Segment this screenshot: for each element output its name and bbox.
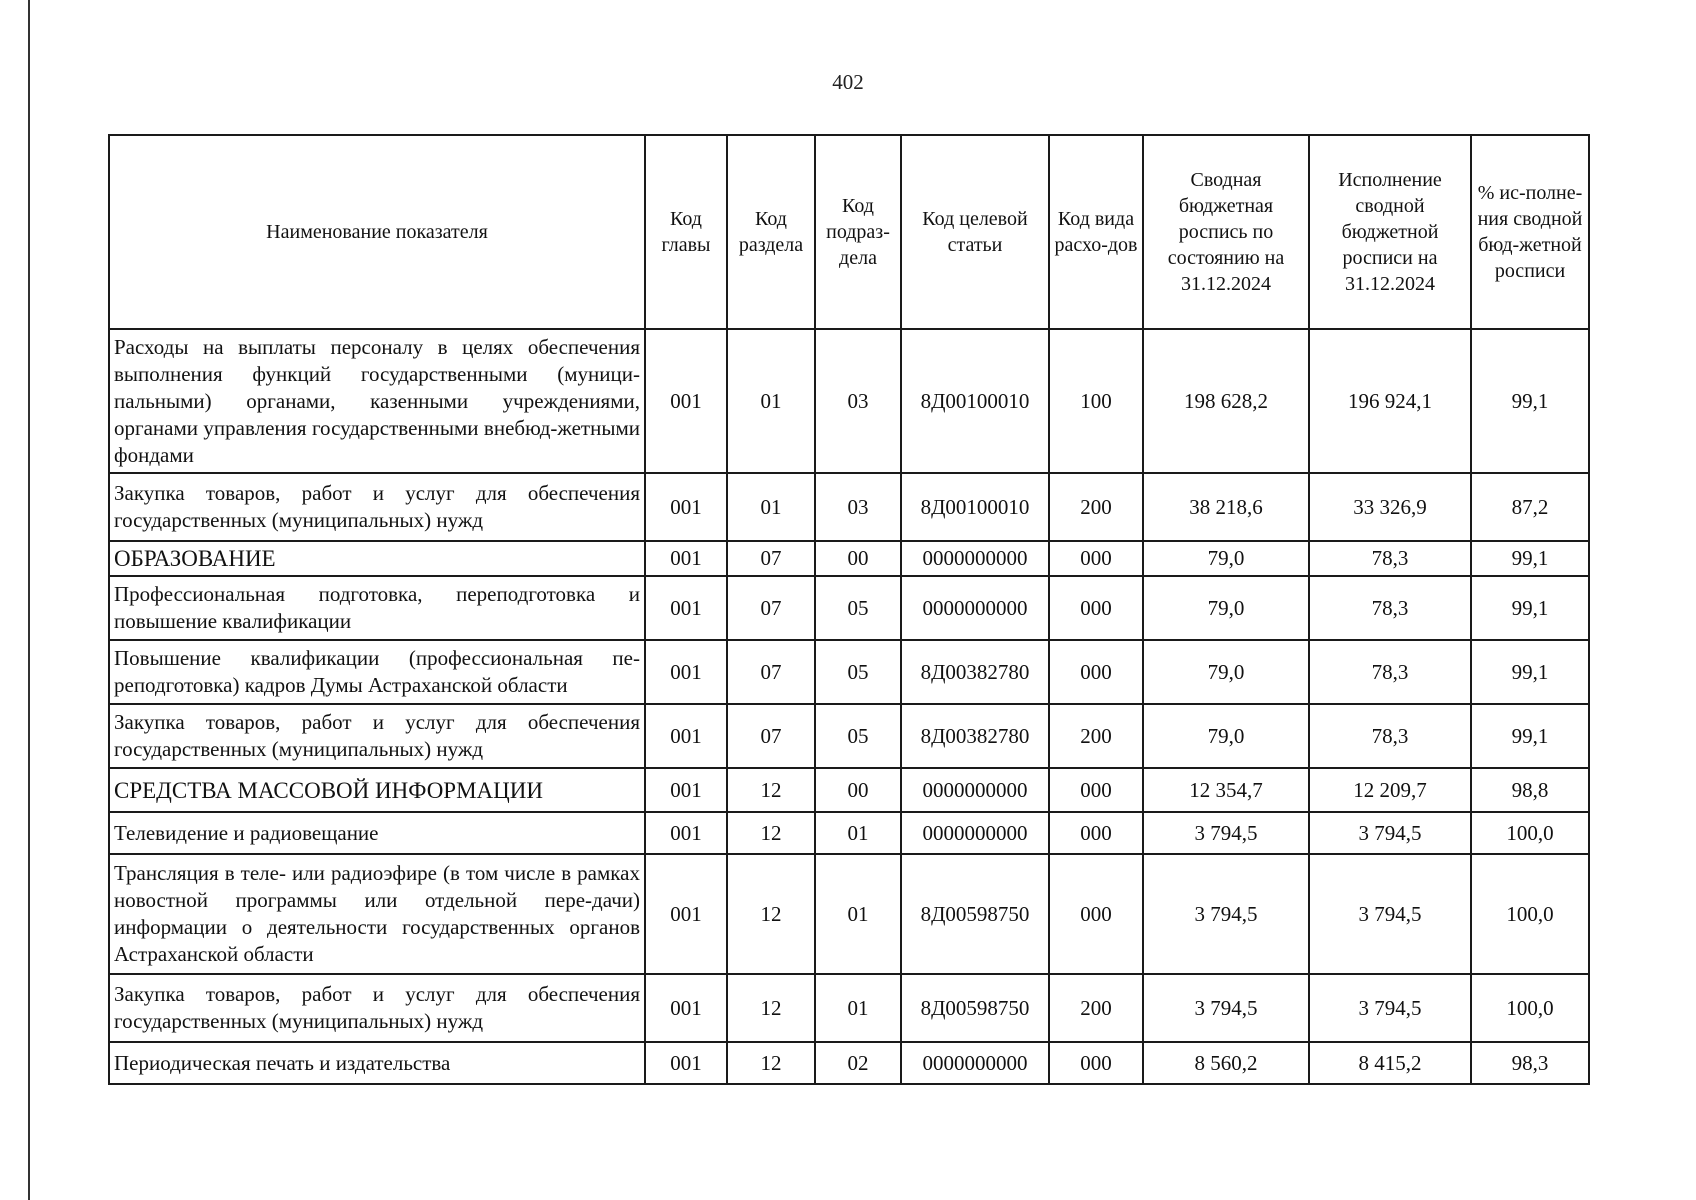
row-target-code: 8Д00598750 — [901, 974, 1049, 1042]
row-budget-execution: 33 326,9 — [1309, 473, 1471, 541]
table-row — [109, 812, 1589, 854]
row-target-code: 0000000000 — [901, 541, 1049, 576]
table-row — [109, 576, 1589, 640]
row-subsection-code: 01 — [815, 854, 901, 974]
row-subsection-code: 02 — [815, 1042, 901, 1084]
row-subsection-code: 01 — [815, 812, 901, 854]
row-budget-plan: 79,0 — [1143, 640, 1309, 704]
row-execution-percent: 98,3 — [1471, 1042, 1589, 1084]
header-budget-execution: Исполнение сводной бюджетной росписи на 31.12.2024 — [1309, 135, 1471, 329]
table-row — [109, 768, 1589, 812]
row-name: Телевидение и радиовещание — [109, 812, 645, 854]
row-budget-plan: 79,0 — [1143, 541, 1309, 576]
row-budget-plan: 38 218,6 — [1143, 473, 1309, 541]
row-chapter-code: 001 — [645, 473, 727, 541]
row-budget-execution: 78,3 — [1309, 640, 1471, 704]
row-chapter-code: 001 — [645, 974, 727, 1042]
row-budget-execution: 78,3 — [1309, 704, 1471, 768]
row-chapter-code: 001 — [645, 329, 727, 473]
row-expense-type-code: 000 — [1049, 812, 1143, 854]
table-row — [109, 473, 1589, 541]
table-row — [109, 854, 1589, 974]
row-target-code: 8Д00382780 — [901, 640, 1049, 704]
row-subsection-code: 01 — [815, 974, 901, 1042]
row-target-code: 0000000000 — [901, 1042, 1049, 1084]
table-body — [109, 329, 1589, 1084]
row-section-code: 07 — [727, 704, 815, 768]
row-section-code: 12 — [727, 854, 815, 974]
row-execution-percent: 99,1 — [1471, 704, 1589, 768]
row-name: Расходы на выплаты персоналу в целях обеспечения выполнения функций государственными (муници-пальными) органами, казенными учреждениями, органами управления государственными внебюд-жетными фондами — [109, 329, 645, 473]
row-execution-percent: 98,8 — [1471, 768, 1589, 812]
row-expense-type-code: 000 — [1049, 768, 1143, 812]
row-chapter-code: 001 — [645, 576, 727, 640]
row-budget-execution: 3 794,5 — [1309, 854, 1471, 974]
row-budget-plan: 198 628,2 — [1143, 329, 1309, 473]
row-budget-plan: 12 354,7 — [1143, 768, 1309, 812]
row-section-code: 12 — [727, 768, 815, 812]
row-expense-type-code: 000 — [1049, 576, 1143, 640]
row-target-code: 0000000000 — [901, 576, 1049, 640]
row-section-code: 07 — [727, 541, 815, 576]
row-section-code: 12 — [727, 974, 815, 1042]
page-number: 402 — [832, 70, 864, 94]
table-row — [109, 329, 1589, 473]
row-subsection-code: 05 — [815, 640, 901, 704]
row-target-code: 8Д00382780 — [901, 704, 1049, 768]
table-header — [109, 135, 1589, 329]
row-expense-type-code: 200 — [1049, 704, 1143, 768]
row-name: Трансляция в теле- или радиоэфире (в том числе в рамках новостной программы или отдельной пере-дачи) информации о деятельности государственных органов Астраханской области — [109, 854, 645, 974]
row-subsection-code: 00 — [815, 768, 901, 812]
table-row — [109, 541, 1589, 576]
header-subsection-code: Код подраз-дела — [815, 135, 901, 329]
row-name: Закупка товаров, работ и услуг для обеспечения государственных (муниципальных) нужд — [109, 473, 645, 541]
row-execution-percent: 99,1 — [1471, 576, 1589, 640]
row-expense-type-code: 200 — [1049, 473, 1143, 541]
row-chapter-code: 001 — [645, 541, 727, 576]
row-budget-execution: 3 794,5 — [1309, 974, 1471, 1042]
row-name: Периодическая печать и издательства — [109, 1042, 645, 1084]
row-budget-execution: 78,3 — [1309, 576, 1471, 640]
header-execution-percent: % ис-полне-ния сводной бюд-жетной росписи — [1471, 135, 1589, 329]
row-section-code: 01 — [727, 329, 815, 473]
header-budget-plan: Сводная бюджетная роспись по состоянию на 31.12.2024 — [1143, 135, 1309, 329]
row-budget-plan: 79,0 — [1143, 576, 1309, 640]
row-section-code: 12 — [727, 1042, 815, 1084]
row-chapter-code: 001 — [645, 640, 727, 704]
row-budget-plan: 3 794,5 — [1143, 974, 1309, 1042]
row-execution-percent: 100,0 — [1471, 854, 1589, 974]
row-subsection-code: 00 — [815, 541, 901, 576]
row-chapter-code: 001 — [645, 854, 727, 974]
row-name: Закупка товаров, работ и услуг для обеспечения государственных (муниципальных) нужд — [109, 704, 645, 768]
row-subsection-code: 05 — [815, 576, 901, 640]
header-chapter-code: Код главы — [645, 135, 727, 329]
row-expense-type-code: 200 — [1049, 974, 1143, 1042]
row-chapter-code: 001 — [645, 704, 727, 768]
table-row — [109, 704, 1589, 768]
row-budget-plan: 8 560,2 — [1143, 1042, 1309, 1084]
row-name: ОБРАЗОВАНИЕ — [109, 541, 645, 576]
row-section-code: 12 — [727, 812, 815, 854]
left-margin-rule — [28, 0, 30, 1200]
row-target-code: 0000000000 — [901, 768, 1049, 812]
row-budget-plan: 3 794,5 — [1143, 854, 1309, 974]
row-target-code: 8Д00100010 — [901, 473, 1049, 541]
row-name: Профессиональная подготовка, переподготовка и повышение квалификации — [109, 576, 645, 640]
row-name: Повышение квалификации (профессиональная пе-реподготовка) кадров Думы Астраханской области — [109, 640, 645, 704]
row-target-code: 8Д00598750 — [901, 854, 1049, 974]
row-section-code: 07 — [727, 640, 815, 704]
row-budget-plan: 79,0 — [1143, 704, 1309, 768]
row-expense-type-code: 000 — [1049, 640, 1143, 704]
row-target-code: 0000000000 — [901, 812, 1049, 854]
header-target-code: Код целевой статьи — [901, 135, 1049, 329]
row-name: СРЕДСТВА МАССОВОЙ ИНФОРМАЦИИ — [109, 768, 645, 812]
row-chapter-code: 001 — [645, 1042, 727, 1084]
row-target-code: 8Д00100010 — [901, 329, 1049, 473]
row-budget-execution: 8 415,2 — [1309, 1042, 1471, 1084]
header-section-code: Код раздела — [727, 135, 815, 329]
row-execution-percent: 87,2 — [1471, 473, 1589, 541]
header-row — [109, 135, 1589, 329]
row-execution-percent: 99,1 — [1471, 329, 1589, 473]
row-expense-type-code: 100 — [1049, 329, 1143, 473]
row-budget-execution: 3 794,5 — [1309, 812, 1471, 854]
row-expense-type-code: 000 — [1049, 854, 1143, 974]
row-chapter-code: 001 — [645, 812, 727, 854]
row-subsection-code: 03 — [815, 473, 901, 541]
header-expense-type-code: Код вида расхо-дов — [1049, 135, 1143, 329]
table-row — [109, 974, 1589, 1042]
row-expense-type-code: 000 — [1049, 1042, 1143, 1084]
row-budget-execution: 196 924,1 — [1309, 329, 1471, 473]
row-subsection-code: 03 — [815, 329, 901, 473]
table-row — [109, 1042, 1589, 1084]
row-name: Закупка товаров, работ и услуг для обеспечения государственных (муниципальных) нужд — [109, 974, 645, 1042]
row-execution-percent: 99,1 — [1471, 541, 1589, 576]
table-row — [109, 640, 1589, 704]
row-budget-plan: 3 794,5 — [1143, 812, 1309, 854]
row-execution-percent: 100,0 — [1471, 812, 1589, 854]
row-expense-type-code: 000 — [1049, 541, 1143, 576]
row-subsection-code: 05 — [815, 704, 901, 768]
row-chapter-code: 001 — [645, 768, 727, 812]
row-section-code: 07 — [727, 576, 815, 640]
row-budget-execution: 78,3 — [1309, 541, 1471, 576]
row-execution-percent: 100,0 — [1471, 974, 1589, 1042]
budget-execution-table — [108, 134, 1590, 1085]
row-execution-percent: 99,1 — [1471, 640, 1589, 704]
row-budget-execution: 12 209,7 — [1309, 768, 1471, 812]
header-name: Наименование показателя — [109, 135, 645, 329]
row-section-code: 01 — [727, 473, 815, 541]
